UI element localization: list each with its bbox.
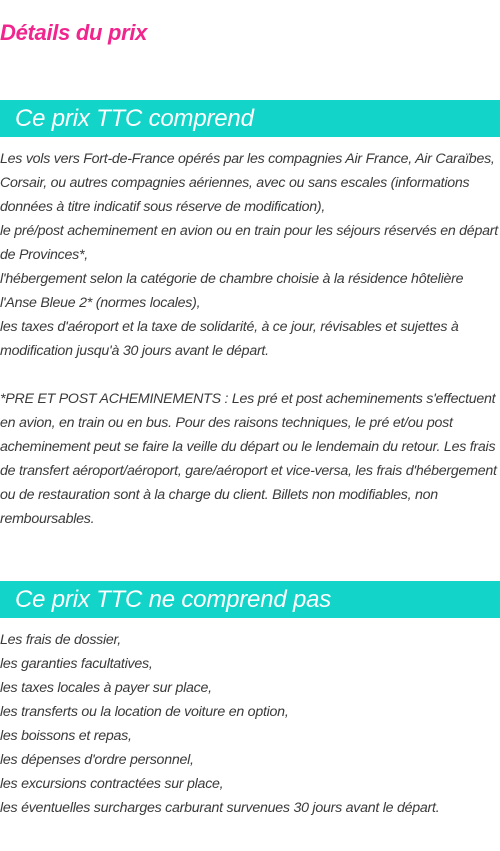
- excluded-item: les excursions contractées sur place,: [0, 776, 224, 792]
- excluded-item: Les frais de dossier,: [0, 632, 121, 648]
- excluded-section-body: [0, 628, 500, 820]
- included-item: Les vols vers Fort-de-France opérés par les compagnies Air France, Air Caraïbes, Corsair, ou autres compagnies aériennes, avec ou sans escales (informations données à titre indicatif sous réserve de modification),: [0, 151, 495, 215]
- excluded-item: les éventuelles surcharges carburant survenues 30 jours avant le départ.: [0, 800, 440, 816]
- acheminement-note: *PRE ET POST ACHEMINEMENTS : Les pré et post acheminements s'effectuent en avion, en train ou en bus. Pour des raisons techniques, le pré et/ou post acheminement peut se faire la veille du départ ou le lendemain du retour. Les frais de transfert aéroport/aéroport, gare/aéroport et vice-versa, les frais d'hébergement ou de restauration sont à la charge du client. Billets non modifiables, non remboursables.: [0, 391, 497, 527]
- excluded-item: les dépenses d'ordre personnel,: [0, 752, 194, 768]
- excluded-item: les transferts ou la location de voiture en option,: [0, 704, 289, 720]
- excluded-item: les taxes locales à payer sur place,: [0, 680, 212, 696]
- excluded-item: les boissons et repas,: [0, 728, 132, 744]
- included-item: l'hébergement selon la catégorie de chambre choisie à la résidence hôtelière l'Anse Bleue 2* (normes locales),: [0, 271, 464, 311]
- included-section-body: [0, 147, 500, 531]
- included-item: les taxes d'aéroport et la taxe de solidarité, à ce jour, révisables et sujettes à modification jusqu'à 30 jours avant le départ.: [0, 319, 459, 359]
- excluded-item: les garanties facultatives,: [0, 656, 153, 672]
- page-title: Détails du prix: [0, 20, 148, 45]
- included-item: le pré/post acheminement en avion ou en train pour les séjours réservés en départ de Provinces*,: [0, 223, 498, 263]
- paragraph-spacer: [0, 363, 500, 387]
- excluded-section-header: Ce prix TTC ne comprend pas: [0, 581, 500, 618]
- included-section-header: Ce prix TTC comprend: [0, 100, 500, 137]
